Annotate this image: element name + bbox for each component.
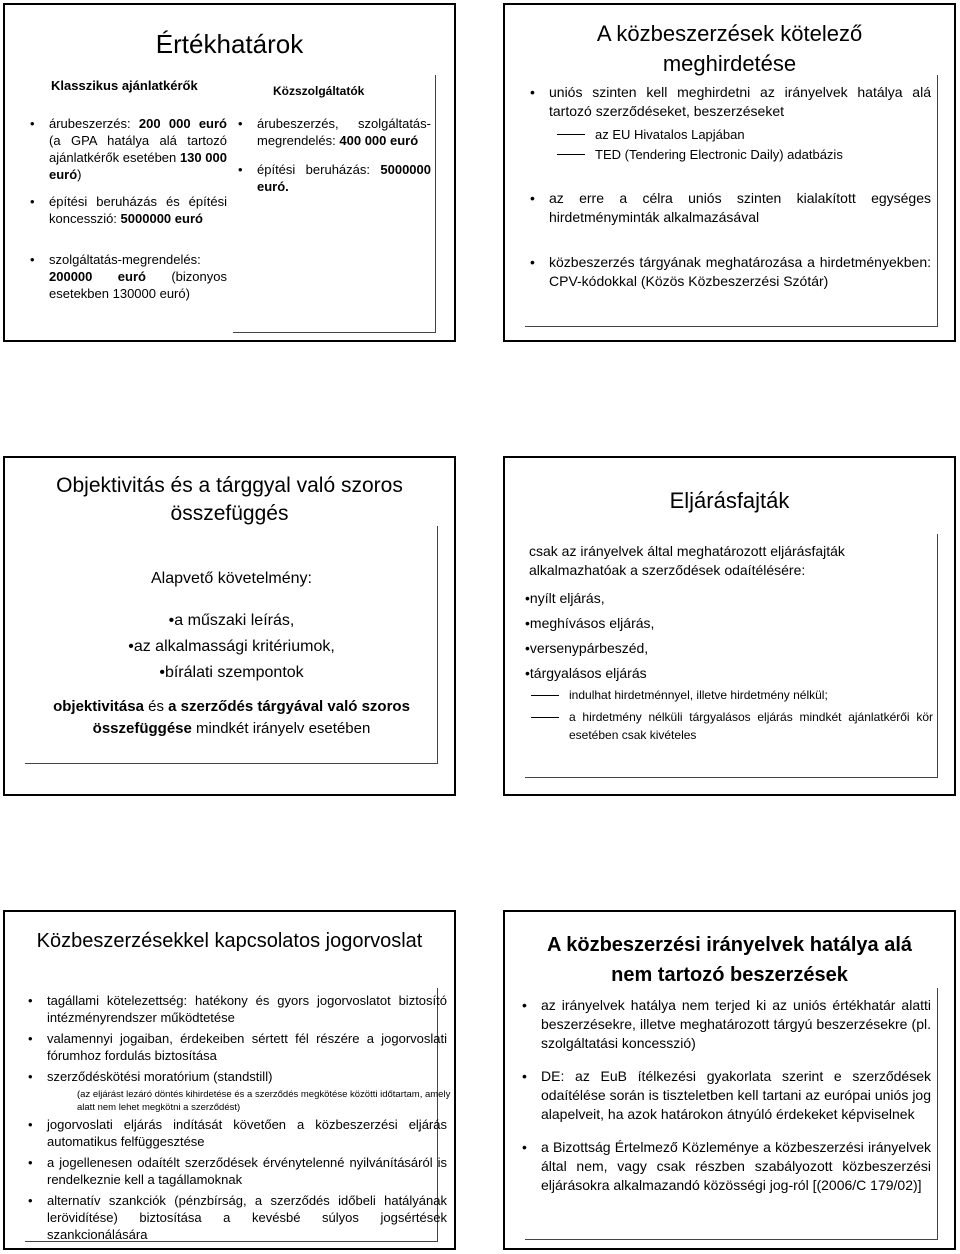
procedure-item: •meghívásos eljárás, — [525, 615, 655, 631]
subtitle: Alapvető követelmény: — [151, 570, 312, 587]
list-item: • az irányelvek hatálya nem terjed ki az uniós értékhatár alatti beszerzésekre, illetve meghatározott tárgyú beszerzésekre (pl. szolgáltatási koncesszió) — [519, 996, 931, 1053]
list — [519, 996, 931, 1195]
list-top — [25, 992, 447, 1085]
list-item: • közbeszerzés tárgyának meghatározása a hirdetményekben: CPV-kódokkal (Közös Közbeszerzési Szótár) — [527, 253, 931, 291]
bullet-item: •bírálati szempontok — [159, 664, 304, 681]
slide-nem-tartozo-beszerzesek — [503, 910, 956, 1250]
kozszolgaltatok-box — [233, 75, 436, 333]
right-heading: Közszolgáltatók — [273, 84, 365, 98]
list-item: • DE: az EuB ítélkezési gyakorlata szerint e szerződések odaítélése során is tiszteletben kell tartani az európai uniós jog alapelveit, ha azok határokon átnyúló érdekeket képviselnek — [519, 1067, 931, 1124]
list-bottom — [527, 253, 931, 291]
list-item: • szerződéskötési moratórium (standstill) — [25, 1068, 447, 1085]
slide-title: A közbeszerzési irányelvek hatálya alá nem tartozó beszerzések — [546, 934, 913, 986]
list-item: • építési beruházás és építési koncesszió: 5000000 euró — [27, 193, 227, 227]
slide-objektivitas — [3, 456, 456, 796]
sub-item: a hirdetmény nélküli tárgyalásos eljárás mindkét ajánlatkérői kör esetében csak kivételes — [529, 708, 933, 744]
list-item: • árubeszerzés: 200 000 euró (a GPA hatálya alá tartozó ajánlatkérők esetében 130 000 euró) — [27, 115, 227, 183]
sub-item: az EU Hivatalos Lapjában — [555, 125, 935, 145]
list-item: • a jogellenesen odaítélt szerződések érvénytelenné nyilvánításáról is rendelkeznie kell a tagállamoknak — [25, 1154, 447, 1188]
procedure-item: •versenypárbeszéd, — [525, 640, 649, 656]
list-item: • jogorvoslati eljárás indítását követően a közbeszerzési eljárás automatikus felfüggesztése — [25, 1116, 447, 1150]
slide-title: Közbeszerzésekkel kapcsolatos jogorvoslat — [36, 930, 423, 952]
note-text: (az eljárást lezáró döntés kihirdetése és a szerződés megkötése közötti időtartam, amely alatt nem lehet megkötni a szerződést) — [77, 1089, 451, 1113]
procedure-list — [525, 586, 931, 686]
left-heading: Klasszikus ajánlatkérők — [51, 78, 198, 93]
list-item: • árubeszerzés, szolgáltatás-megrendelés: 400 000 euró — [235, 115, 431, 149]
bullet-item: •az alkalmassági kritériumok, — [128, 638, 335, 655]
left-list-2 — [27, 251, 227, 302]
list-item: • tagállami kötelezettség: hatékony és gyors jogorvoslatot biztosító intézményrendszer működtetése — [25, 992, 447, 1026]
list-item: • alternatív szankciók (pénzbírság, a szerződés időbeli hatályának lerövidítése) biztosítása a kevésbé súlyos jogsértések szankcionálására — [25, 1192, 447, 1243]
list-mid — [527, 189, 931, 227]
slide-title: Értékhatárok — [155, 29, 304, 59]
sub-list — [555, 125, 935, 165]
procedure-item: •tárgyalásos eljárás — [525, 665, 647, 681]
closing-text: objektivitása és a szerződés tárgyával való szoros összefüggése mindkét irányelv esetében — [53, 698, 410, 737]
slide-title: Objektivitás és a tárggyal való szoros összefüggés — [56, 474, 403, 525]
list-top — [527, 83, 931, 121]
list-item: • az erre a célra uniós szinten kialakított egységes hirdetményminták alkalmazásával — [527, 189, 931, 227]
list-item: • szolgáltatás-megrendelés: 200000 euró (bizonyos esetekben 130000 euró) — [27, 251, 227, 302]
list-item: • valamennyi jogaiban, érdekeiben sértett fél részére a jogorvoslati fórumhoz fordulás biztosítása — [25, 1030, 447, 1064]
slide-jogorvoslat — [3, 910, 456, 1250]
list-item: • uniós szinten kell meghirdetni az irányelvek hatálya alá tartozó szerződéseket, beszerzéseket — [527, 83, 931, 121]
bullet-item: •a műszaki leírás, — [168, 612, 295, 629]
sub-item: TED (Tendering Electronic Daily) adatbázis — [555, 145, 935, 165]
intro-text: csak az irányelvek által meghatározott eljárásfajták alkalmazhatóak a szerződések odaítélésére: — [529, 543, 845, 578]
list-item: • a Bizottság Értelmező Közleménye a közbeszerzési irányelvek által nem, vagy csak részben szabályozott közbeszerzési eljárásokra alkalmazandó közösségi jog-ról [(2006/C 179/02)] — [519, 1138, 931, 1195]
procedure-item: •nyílt eljárás, — [525, 590, 605, 606]
sub-item: indulhat hirdetménnyel, illetve hirdetmény nélkül; — [529, 686, 933, 704]
slide-eljarasfajtak — [503, 456, 956, 796]
sub-list — [529, 686, 933, 744]
bullet-list — [25, 608, 438, 686]
list-bottom — [25, 1116, 447, 1243]
right-list — [235, 115, 431, 195]
slide-ertekhatarok — [3, 3, 456, 342]
list-item: • építési beruházás: 5000000 euró. — [235, 161, 431, 195]
left-list — [27, 115, 227, 227]
slide-kotelezo-meghirdetes — [503, 3, 956, 342]
slide-title: Eljárásfajták — [669, 488, 790, 513]
slide-title: A közbeszerzések kötelező meghirdetése — [596, 21, 863, 76]
